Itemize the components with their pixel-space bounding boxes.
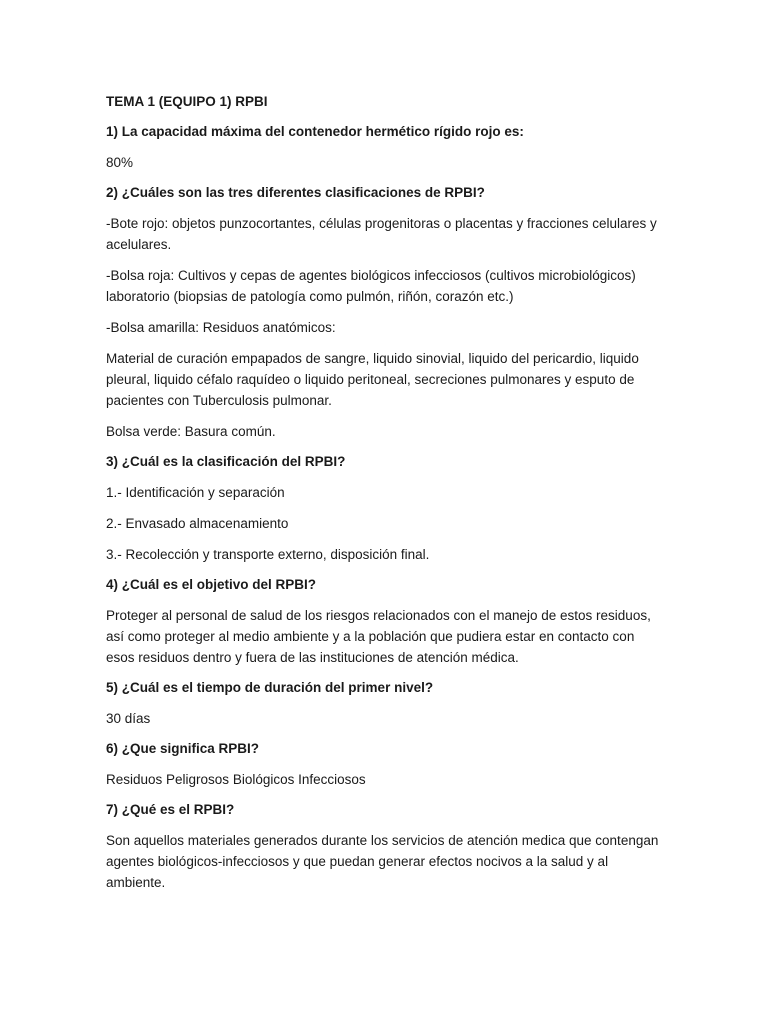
answer-2-2: -Bolsa roja: Cultivos y cepas de agentes biológicos infecciosos (cultivos microbiológicos) laboratorio (biopsias de patología como pulmón, riñón, corazón etc.): [106, 268, 636, 304]
answer-2-4: Material de curación empapados de sangre, liquido sinovial, liquido del pericardio, liquido pleural, liquido céfalo raquídeo o liquido peritoneal, secreciones pulmonares y esputo de pacientes con Tuberculosis pulmonar.: [106, 351, 639, 408]
question-1: 1) La capacidad máxima del contenedor hermético rígido rojo es:: [106, 124, 524, 139]
question-2: 2) ¿Cuáles son las tres diferentes clasificaciones de RPBI?: [106, 185, 485, 200]
answer-1-1: 80%: [106, 155, 134, 170]
document-page: [106, 92, 662, 903]
answer-5-1: 30 días: [106, 711, 151, 726]
qa-item-7: [106, 800, 662, 893]
document-title: TEMA 1 (EQUIPO 1) RPBI: [106, 94, 268, 109]
answer-3-3: 3.- Recolección y transporte externo, disposición final.: [106, 547, 430, 562]
qa-item-6: [106, 739, 662, 790]
question-4: 4) ¿Cuál es el objetivo del RPBI?: [106, 577, 317, 592]
question-6: 6) ¿Que significa RPBI?: [106, 741, 260, 756]
answer-3-2: 2.- Envasado almacenamiento: [106, 516, 289, 531]
answer-2-5: Bolsa verde: Basura común.: [106, 424, 276, 439]
answer-7-1: Son aquellos materiales generados durante los servicios de atención medica que contengan agentes biológicos-infecciosos y que puedan generar efectos nocivos a la salud y al ambiente.: [106, 833, 659, 890]
qa-item-5: [106, 678, 662, 729]
question-5: 5) ¿Cuál es el tiempo de duración del primer nivel?: [106, 680, 434, 695]
question-3: 3) ¿Cuál es la clasificación del RPBI?: [106, 454, 346, 469]
question-7: 7) ¿Qué es el RPBI?: [106, 802, 235, 817]
answer-4-1: Proteger al personal de salud de los riesgos relacionados con el manejo de estos residuos, así como proteger al medio ambiente y a la población que pudiera estar en contacto con esos residuos dentro y fuera de las instituciones de atención médica.: [106, 608, 651, 665]
qa-item-4: [106, 575, 662, 668]
answer-3-1: 1.- Identificación y separación: [106, 485, 285, 500]
qa-item-3: [106, 452, 662, 565]
answer-6-1: Residuos Peligrosos Biológicos Infecciosos: [106, 772, 366, 787]
qa-item-2: [106, 183, 662, 442]
qa-item-1: [106, 122, 662, 173]
answer-2-3: -Bolsa amarilla: Residuos anatómicos:: [106, 320, 336, 335]
answer-2-1: -Bote rojo: objetos punzocortantes, células progenitoras o placentas y fracciones celulares y acelulares.: [106, 216, 657, 252]
